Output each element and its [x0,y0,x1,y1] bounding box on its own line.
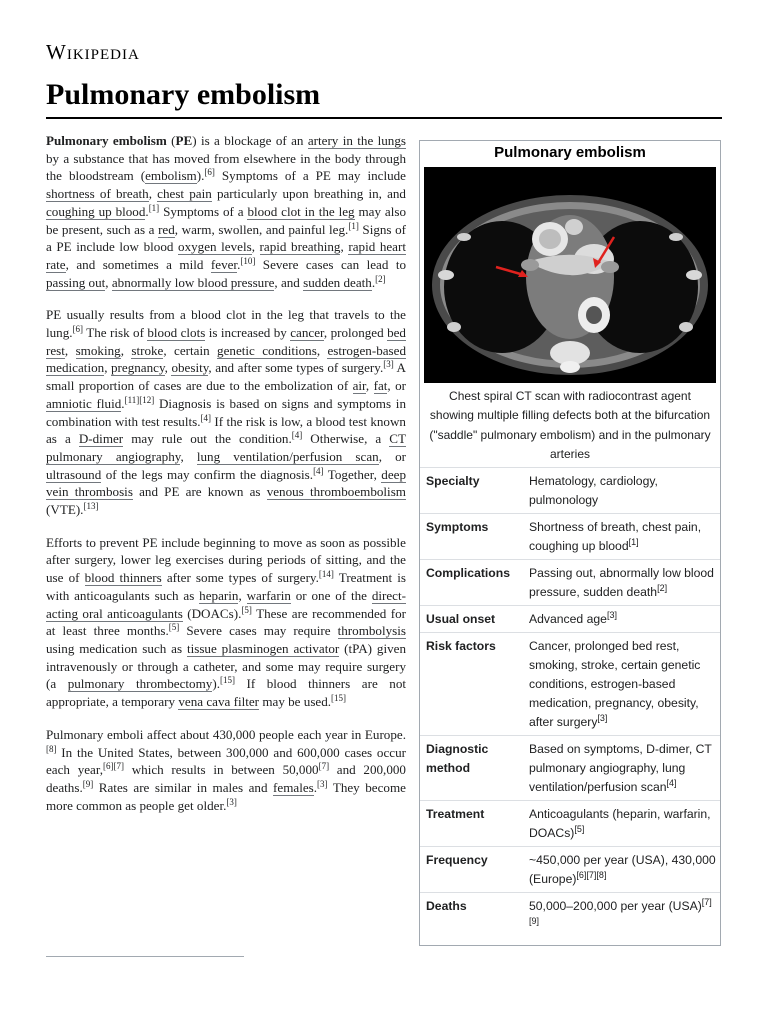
body-text-run: Symptoms of a [159,203,248,219]
body-text-run: , [180,448,197,464]
body-text-run: may rule out the condition. [123,431,292,447]
reference-link[interactable]: [3] [226,796,237,807]
article-link[interactable]: amniotic fluid [46,395,122,411]
body-text-run: , [238,587,247,603]
infobox [419,140,721,946]
body-text-run: Signs of a PE include low blood [46,221,407,255]
reference-link[interactable]: [1] [148,202,160,213]
body-paragraph [46,306,406,518]
reference-link[interactable]: [3] [317,778,328,789]
infobox-value-text: Advanced age [529,611,607,626]
infobox-rows [420,467,720,938]
infobox-value-text: Shortness of breath, chest pain, coughing up blood [529,519,702,553]
article-link[interactable]: estrogen-based medication [46,342,407,376]
article-link[interactable]: sudden death [303,274,372,290]
article-link[interactable]: venous thromboembolism [266,484,406,500]
body-text-run: . [313,779,318,795]
body-paragraph [46,132,406,291]
infobox-row [420,632,720,735]
body-text-run: by a substance that has moved from elsewhere in the body through the bloodstream ( [46,150,406,184]
reference-link[interactable]: [4] [313,465,324,476]
body-text-run: ( [166,133,176,148]
infobox-label: Usual onset [426,611,496,626]
article-link[interactable]: vena cava filter [178,694,260,710]
body-text-run: ) is a blockage of an [192,133,308,148]
body-text-run: Severe cases can lead to [255,256,407,272]
article-link[interactable]: chest pain [157,186,212,202]
article-link[interactable]: rapid heart rate [46,239,406,272]
body-text-run: , [148,186,158,202]
infobox-row [420,605,720,632]
body-text-run: may also be present, such as a [46,203,406,237]
title-divider [46,117,722,119]
infobox-value [529,851,716,889]
infobox-row [420,892,720,938]
body-text-run: may be used. [259,694,332,710]
article-link[interactable]: rapid breathing [259,239,341,255]
infobox-value-text: 50,000–200,000 per year (USA) [529,898,702,913]
reference-link[interactable]: [10] [240,255,256,266]
body-text-run: , certain [163,342,218,358]
infobox-value-text: Based on symptoms, D-dimer, CT pulmonary angiography, lung ventilation/perfusion scan [529,741,712,794]
article-link[interactable]: genetic conditions [217,342,317,358]
infobox-row [420,846,720,892]
infobox-image-caption: Chest spiral CT scan with radiocontrast agent showing multiple filling defects both at the bifurcation ("saddle" pulmonary embolism) and in the pulmonary arteries [429,389,711,462]
body-text-run: . [145,203,149,219]
reference-link[interactable]: [3] [383,359,394,370]
body-text-run: ). [212,676,220,692]
reference-link[interactable]: [6] [204,167,215,178]
reference-link[interactable]: [7][9] [529,896,712,926]
reference-link[interactable]: [4] [200,412,211,423]
article-link[interactable]: pulmonary thrombectomy [67,676,213,692]
infobox-value-text: Hematology, cardiology, pulmonology [529,473,658,507]
infobox-row [420,800,720,846]
infobox-value-text: Passing out, abnormally low blood pressure, sudden death [529,565,714,599]
infobox-label: Treatment [426,806,485,821]
body-text-run: is increased by [205,325,291,341]
body-text-run: and 200,000 deaths. [46,762,406,795]
reference-link[interactable]: [6][7][8] [576,869,607,880]
infobox-value [529,740,716,797]
body-text-run: , [340,239,349,255]
body-text-run: (tPA) given intravenously or through a catheter, and some may require surgery (a [46,640,406,692]
reference-link[interactable]: [5] [241,604,252,615]
infobox-row [420,735,720,800]
bold-term: Pulmonary embolism [46,133,167,148]
reference-link[interactable]: [6] [72,324,84,335]
body-text-run: , and sometimes a mild [65,256,211,272]
body-text-run: or one of the [290,587,372,603]
article-link[interactable]: smoking [75,342,121,358]
infobox-row [420,467,720,513]
reference-link[interactable]: [3] [597,712,608,723]
body-text-run: In the United States, between 300,000 and 600,000 cases occur each year, [46,744,406,778]
infobox-title: Pulmonary embolism [494,144,646,161]
body-text-run: of the legs may confirm the diagnosis. [101,466,314,482]
infobox-value-text: Anticoagulants (heparin, warfarin, DOACs) [529,806,711,840]
infobox-row [420,513,720,559]
body-text-run: , [64,342,76,358]
article-link[interactable]: ultrasound [46,466,102,482]
reference-link[interactable]: [6][7] [102,761,124,772]
body-text-run: If the risk is low, a blood test known as a [46,413,406,447]
reference-link[interactable]: [4] [291,430,303,441]
article-link[interactable]: direct-acting oral anticoagulants [46,587,406,621]
infobox-value-text: Cancer, prolonged bed rest, smoking, stroke, certain genetic conditions, estrogen-based medication, pregnancy, obesity, after surgery [529,638,701,729]
body-text-run: The risk of [83,325,148,341]
wikipedia-wordmark[interactable]: Wikipedia [46,40,140,64]
article-link[interactable]: blood thinners [84,570,162,586]
page-title: Pulmonary embolism [46,78,321,111]
reference-link[interactable]: [2] [375,273,386,284]
reference-link[interactable]: [15] [219,675,235,686]
article-link[interactable]: blood clot in the leg [247,203,355,219]
reference-link[interactable]: [1] [348,220,359,231]
article-link[interactable]: bed rest [46,325,406,358]
body-text-run: They become more common as people get older. [46,779,406,813]
body-text-run: . [237,256,241,272]
article-link[interactable]: passing out [46,274,106,290]
body-text-run: If blood thinners are not appropriate, a temporary [46,676,407,710]
reference-link[interactable]: [9] [82,778,94,789]
body-text-run: Diagnosis is based on signs and symptoms in combination with test results. [46,395,406,429]
body-text-run: , [365,378,374,394]
infobox-value [529,610,716,629]
article-link[interactable]: oxygen levels [178,239,252,255]
article-link[interactable]: artery in the lungs [307,133,406,148]
reference-link[interactable]: [4] [666,777,677,788]
infobox-label: Complications [426,565,510,580]
article-link[interactable]: D-dimer [78,431,124,447]
article-link[interactable]: red [158,221,175,237]
body-text-run: Severe cases may require [179,623,338,639]
article-link[interactable]: warfarin [246,587,291,603]
article-link[interactable]: air [352,378,366,394]
infobox-label: Symptoms [426,519,489,534]
body-text-run: , prolonged [323,325,388,341]
body-text-run: ). [196,168,205,184]
body-text-run: particularly upon breathing in, and [211,186,406,202]
body-text-run: (VTE). [46,502,84,518]
body-paragraph [46,534,406,711]
body-text-run: PE usually results from a blood clot in the leg that travels to the lung. [46,307,406,341]
article-link[interactable]: fat [373,378,388,394]
body-text-run: These are recommended for at least three months. [46,605,406,639]
reference-link[interactable]: [8] [46,743,57,754]
body-text-run: , [316,342,328,358]
article-link[interactable]: shortness of breath [46,186,149,202]
ct-scan-image[interactable] [424,167,716,383]
infobox-row [420,559,720,605]
body-text-run: Efforts to prevent PE include beginning to move as soon as possible after surgery, lower leg exercises during periods of sitting, and the use of [46,534,406,586]
article-link[interactable]: thrombolysis [337,623,406,639]
article-link[interactable]: coughing up blood [46,203,146,219]
body-text-run: Rates are similar in males and [93,779,274,795]
body-text-run: , warm, swollen, and painful leg. [174,221,349,237]
body-text-run: , [251,239,260,255]
reference-link[interactable]: [2] [657,582,668,593]
article-link[interactable]: blood clots [147,325,206,341]
body-text-run: A small proportion of cases are due to the embolization of [46,360,406,394]
article-link[interactable]: abnormally low blood pressure [111,274,275,290]
article-link[interactable]: tissue plasminogen activator [186,640,340,656]
infobox-label: Deaths [426,898,467,913]
article-link[interactable]: cancer [290,325,324,341]
body-text-run: , and [274,274,304,290]
infobox-value-text: ~450,000 per year (USA), 430,000 (Europe) [529,852,716,886]
body-text-run: . [121,395,125,411]
body-text-run: Symptoms of a PE may include [214,168,406,184]
body-paragraph [46,726,406,815]
body-text-run: , [105,274,112,290]
infobox-value [529,897,716,935]
bold-term: PE [175,133,193,148]
body-text-run: Pulmonary emboli affect about 430,000 people each year in Europe. [46,726,406,742]
body-text-run: (DOACs). [182,605,242,621]
article-link[interactable]: obesity [171,360,209,376]
reference-link[interactable]: [3] [606,609,617,620]
article-body [46,132,406,829]
infobox-value [529,564,716,602]
infobox-value [529,805,716,843]
article-link[interactable]: stroke [131,342,164,358]
body-text-run: , [164,360,172,376]
body-text-run: . [371,274,376,290]
reference-link[interactable]: [15] [331,693,347,704]
infobox-value [529,518,716,556]
body-text-run: , [104,360,111,376]
reference-link[interactable]: [7] [318,761,330,772]
infobox-label: Specialty [426,473,480,488]
body-text-run: Together, [323,466,382,482]
article-link[interactable]: lung ventilation/perfusion scan [196,448,379,464]
article-link[interactable]: CT pulmonary angiography [46,431,406,464]
reference-link[interactable]: [5] [574,823,585,834]
references-divider [46,956,244,957]
reference-link[interactable]: [11][12] [124,394,155,405]
infobox-label: Diagnostic method [426,741,489,775]
body-text-run: after some types of surgery. [161,570,319,586]
ct-scan-illustration [424,167,716,383]
body-text-run: , or [378,448,406,464]
body-text-run: Treatment is with anticoagulants such as [46,570,406,603]
article-link[interactable]: fever [210,256,238,272]
article-link[interactable]: deep vein thrombosis [46,466,407,500]
infobox-label: Frequency [426,852,488,867]
article-link[interactable]: pregnancy [110,360,165,376]
reference-link[interactable]: [13] [83,501,99,512]
article-link[interactable]: females [273,779,314,795]
body-text-run: and PE are known as [132,484,267,500]
body-text-run: using medication such as [46,640,187,656]
reference-link[interactable]: [5] [168,622,180,633]
infobox-label: Risk factors [426,638,496,653]
body-text-run: Otherwise, a [302,431,390,447]
reference-link[interactable]: [1] [628,536,639,547]
article-link[interactable]: heparin [199,587,239,603]
infobox-value [529,472,716,510]
article-link[interactable]: embolism [145,168,197,184]
reference-link[interactable]: [14] [318,569,334,580]
body-text-run: which results in between 50,000 [123,762,319,778]
body-text-run: , or [387,378,406,394]
infobox-value [529,637,716,732]
body-text-run: , and after some types of surgery. [208,360,384,376]
body-text-run: , [120,342,132,358]
